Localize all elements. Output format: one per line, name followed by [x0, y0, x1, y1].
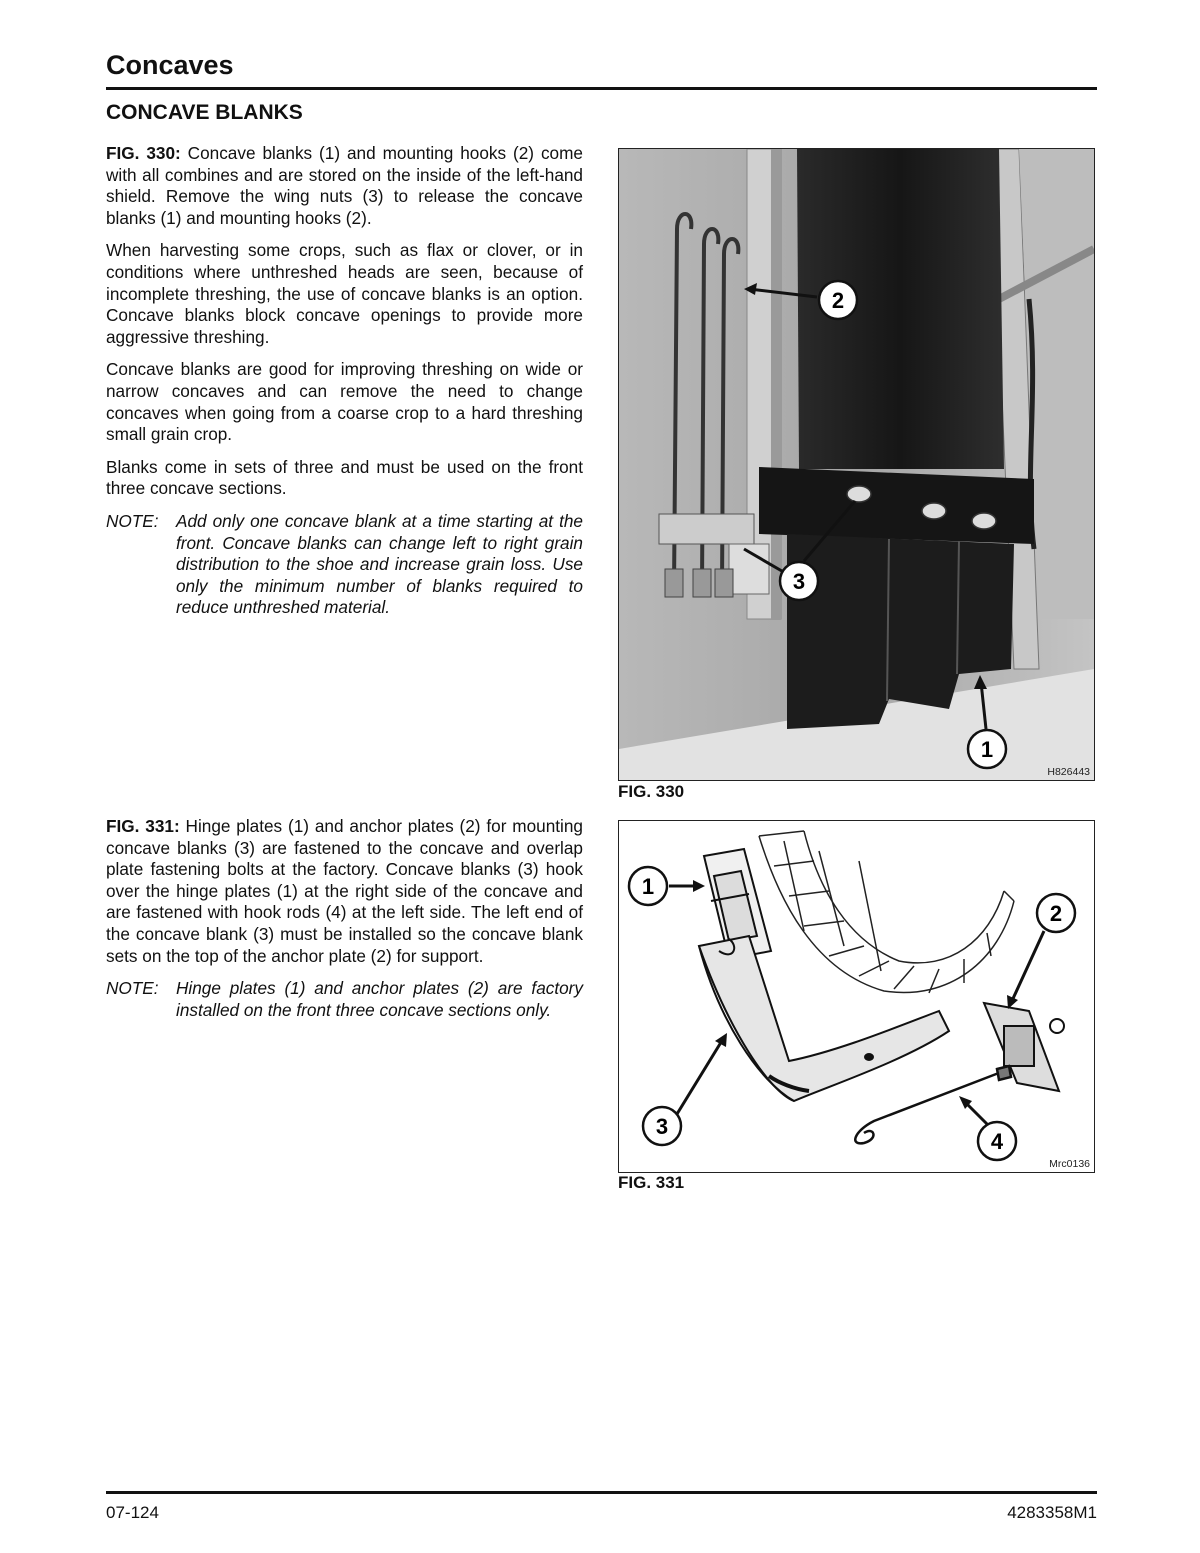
paragraph-fig330-intro: FIG. 330: Concave blanks (1) and mounting hooks (2) come with all combines and are stored on the inside of the left-hand shield. Remove the wing nuts (3) to release the concave blanks (1) and mounting hooks (2).	[106, 143, 583, 228]
note-label: NOTE:	[106, 510, 159, 531]
figure-331-diagram	[618, 820, 1095, 1173]
concave-blank-photo	[619, 149, 1094, 780]
note-label: NOTE:	[106, 978, 159, 999]
text-block-fig331	[106, 816, 583, 1021]
subsection-title: CONCAVE BLANKS	[106, 101, 303, 124]
figure-code: Mrc0136	[1049, 1158, 1090, 1170]
paragraph-fig331-intro: FIG. 331: Hinge plates (1) and anchor plates (2) for mounting concave blanks (3) are fastened to the concave and overlap plate fastening bolts at the factory. Concave blanks (3) hook over the hinge plates (1) at the right side of the concave and are fastened with hook rods (4) at the left side. The left end of the concave blank (3) must be installed so the concave blank sets on the top of the anchor plate (2) for support.	[106, 816, 583, 966]
document-number: 4283358M1	[1007, 1503, 1097, 1522]
callout-1: 1	[641, 874, 655, 899]
figure-code: H826443	[1047, 766, 1090, 778]
paragraph-threshing: Concave blanks are good for improving threshing on wide or narrow concaves and can remove the need to change concaves when going from a coarse crop to a hard threshing small grain crop.	[106, 359, 583, 445]
callout-4: 4	[990, 1129, 1004, 1154]
note-block	[106, 978, 583, 1021]
figure-caption: FIG. 330	[618, 782, 685, 801]
text-block-fig330	[106, 143, 583, 619]
concave-blank-diagram	[619, 821, 1094, 1172]
section-title: Concaves	[106, 50, 234, 80]
paragraph-sets: Blanks come in sets of three and must be used on the front three concave sections.	[106, 456, 583, 499]
note-text: Hinge plates (1) and anchor plates (2) are factory installed on the front three concave sections only.	[176, 978, 583, 1020]
fig-ref-label: FIG. 330:	[106, 143, 181, 163]
callout-3: 3	[792, 569, 806, 594]
figure-330-photo	[618, 148, 1095, 781]
paragraph-harvesting: When harvesting some crops, such as flax or clover, or in conditions where unthreshed heads are seen, because of incomplete threshing, the use of concave blanks is an option. Concave blanks block concave openings to provide more aggressive threshing.	[106, 240, 583, 347]
page-number: 07-124	[106, 1503, 159, 1522]
figure-caption: FIG. 331	[618, 1173, 685, 1192]
header-rule	[106, 87, 1097, 90]
note-text: Add only one concave blank at a time starting at the front. Concave blanks can change left to right grain distribution to the shoe and increase grain loss. Use only the minimum number of blanks required to reduce unthreshed material.	[176, 510, 583, 618]
callout-3: 3	[655, 1114, 669, 1139]
footer-rule	[106, 1491, 1097, 1494]
note-block	[106, 511, 583, 619]
fig-ref-label: FIG. 331:	[106, 816, 180, 836]
callout-2: 2	[831, 288, 845, 313]
callout-2: 2	[1049, 901, 1063, 926]
callout-1: 1	[980, 737, 994, 762]
